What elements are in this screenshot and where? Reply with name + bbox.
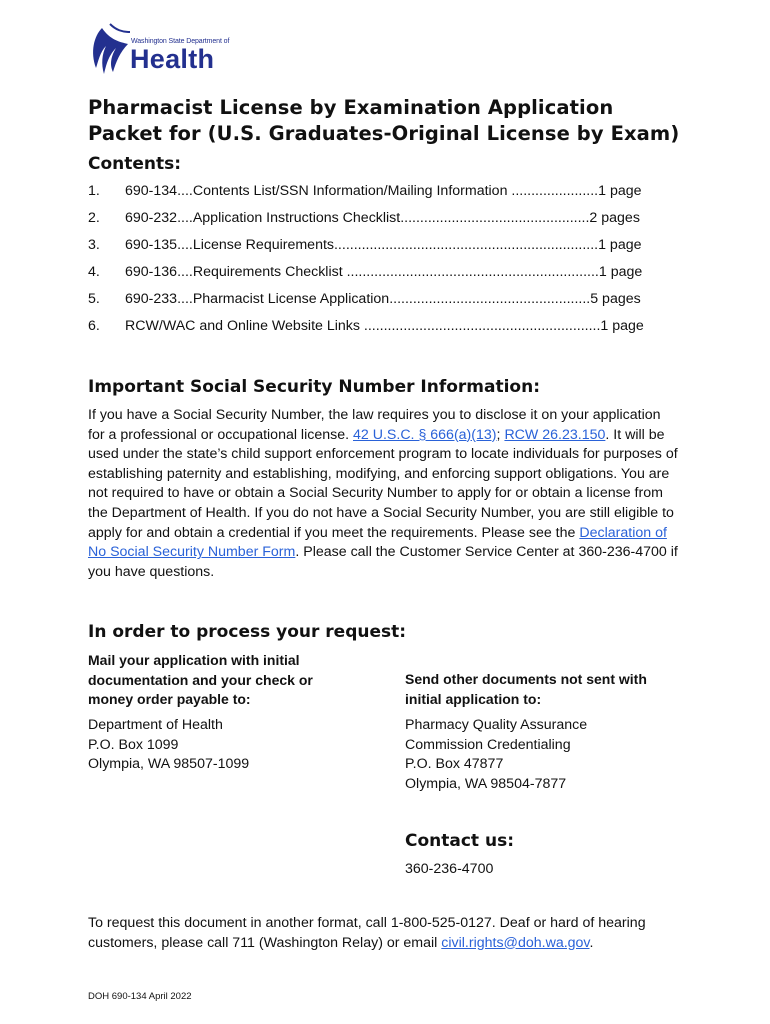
toc-number: 5.	[88, 291, 100, 307]
toc-text: 690-233....Pharmacist License Application...................................................5 pages	[125, 291, 641, 307]
accessibility-text: To request this document in another format, call 1-800-525-0127. Deaf or hard of hearing customers, please call 711 (Washington Relay) or email	[88, 915, 646, 951]
pqac-address	[405, 716, 587, 794]
contact-heading: Contact us:	[405, 831, 514, 851]
ssn-text-1: If you have a Social Security Number, the law requires you to disclose it on your application for a professional or occupational license.	[88, 407, 661, 443]
ssn-heading: Important Social Security Number Information:	[88, 377, 541, 397]
toc-number: 1.	[88, 183, 100, 199]
address-line: P.O. Box 47877	[405, 756, 504, 773]
toc-text: RCW/WAC and Online Website Links ............................................................1 page	[125, 318, 644, 334]
ssn-separator: ;	[496, 426, 501, 443]
logo-subtitle: Washington State Department of	[131, 38, 230, 45]
other-documents-label: Send other documents not sent with initial application to:	[405, 671, 647, 707]
logo-wordmark: Health	[130, 44, 215, 74]
doh-address	[88, 716, 249, 775]
toc-item	[88, 262, 678, 282]
address-line: P.O. Box 1099	[88, 736, 179, 753]
address-line: Department of Health	[88, 717, 223, 733]
usc-link[interactable]: 42 U.S.C. § 666(a)(13)	[353, 426, 497, 443]
toc-item	[88, 208, 678, 228]
page-title-line1: Pharmacist License by Examination Application	[88, 96, 614, 119]
address-line: Commission Credentialing	[405, 736, 571, 753]
toc-text: 690-135....License Requirements...................................................................1 page	[125, 237, 642, 253]
toc-text: 690-232....Application Instructions Checklist................................................2 pages	[125, 210, 640, 226]
toc-number: 3.	[88, 237, 100, 253]
accessibility-end: .	[589, 934, 594, 951]
toc-number: 4.	[88, 264, 100, 280]
civil-rights-email-link[interactable]: civil.rights@doh.wa.gov	[441, 934, 590, 951]
toc-item	[88, 289, 678, 309]
address-line: Pharmacy Quality Assurance	[405, 717, 588, 733]
declaration-form-link[interactable]: Declaration of No Social Security Number Form	[88, 524, 667, 561]
address-line: Olympia, WA 98504-7877	[405, 775, 567, 792]
ssn-paragraph	[88, 406, 678, 582]
contact-phone: 360-236-4700	[405, 861, 494, 877]
mail-application-label: Mail your application with initial documentation and your check or money order payable to:	[88, 652, 313, 707]
contents-heading: Contents:	[88, 154, 182, 174]
process-heading: In order to process your request:	[88, 622, 407, 642]
ssn-text-2: . It will be used under the state’s child support enforcement program to locate individuals for purposes of establishing paternity and establishing, modifying, and enforcing support obligations. You are not required to have or obtain a Social Security Number to apply for or obtain a license from the Department of Health. If you do not have a Social Security Number, you are still eligible to apply for and obtain a credential if you meet the requirements. Please see the	[88, 426, 678, 541]
toc-item	[88, 316, 678, 336]
toc-number: 6.	[88, 318, 100, 334]
toc-item	[88, 181, 678, 201]
ssn-text-3: . Please call the Customer Service Center at 360-236-4700 if you have questions.	[88, 544, 678, 580]
toc-text: 690-136....Requirements Checklist ................................................................1 page	[125, 264, 643, 280]
toc-number: 2.	[88, 210, 100, 226]
form-number: DOH 690-134 April 2022	[88, 991, 192, 1002]
address-line: Olympia, WA 98507-1099	[88, 756, 250, 773]
rcw-link[interactable]: RCW 26.23.150	[504, 426, 606, 443]
toc-text: 690-134....Contents List/SSN Information/Mailing Information ......................1 page	[125, 183, 642, 199]
page-title-line2: Packet for (U.S. Graduates-Original License by Exam)	[88, 122, 680, 145]
toc-item	[88, 235, 678, 255]
accessibility-note	[88, 914, 648, 953]
